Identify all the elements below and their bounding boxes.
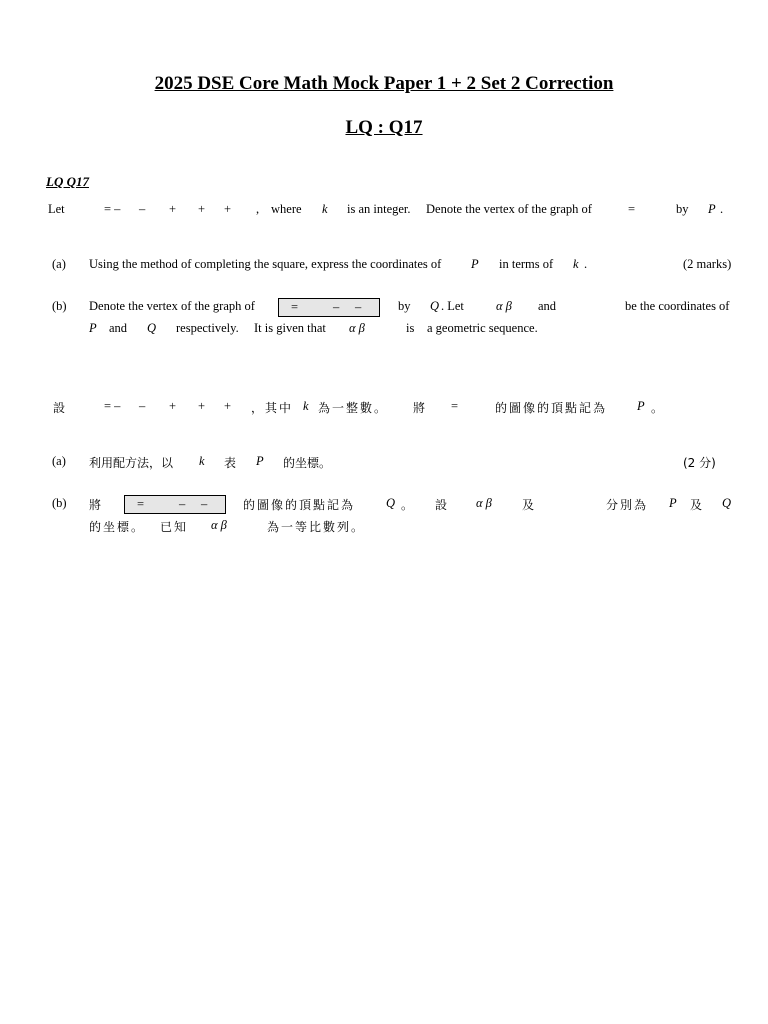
zh-P: P [637,399,645,413]
zh-qizhong: ，其中 [251,401,294,415]
en-b-given: It is given that [254,321,326,335]
zh-b-equation-box [124,495,226,514]
en-eq-part: + [224,202,232,216]
en-b-Q2: Q [147,321,157,335]
en-b-alpha-beta2: α β [349,321,365,335]
zh-b-box-part: – [201,497,208,511]
zh-a-text: 利用配方法，以 [89,456,174,470]
zh-eq-part: + [198,399,206,413]
en-a-label: (a) [52,257,66,271]
zh-wei: 為一整數。 [318,401,389,415]
zh-b-ji2: 及 [690,498,705,512]
zh-b-alpha-beta: α β [476,496,492,510]
zh-eq-part: + [169,399,177,413]
en-is-integer: is an integer. [347,202,411,216]
en-b-Q: Q [430,299,440,313]
en-b-by: by [398,299,411,313]
en-b-box-part: – [333,300,340,314]
en-eq-part: = – [104,202,121,216]
en-b-let: . Let [441,299,464,313]
zh-eq-part: + [224,399,232,413]
en-b-is: is [406,321,415,335]
en-comma: , [256,202,260,216]
zh-b-ji: 及 [522,498,537,512]
zh-b-jiang: 將 [89,498,104,512]
zh-b-alpha-beta2: α β [211,518,227,532]
en-a-P: P [471,257,479,271]
zh-a-marks: (2 分) [683,456,716,470]
en-b-and2: and [109,321,128,335]
zh-she: 設 [53,401,68,415]
en-b-label: (b) [52,299,67,313]
zh-jiang: 將 [413,401,428,415]
en-b-respectively: respectively. [176,321,239,335]
zh-a-k: k [199,454,205,468]
en-b-box-part: – [355,300,362,314]
en-eq-part: + [198,202,206,216]
zh-b-box-part: = [137,497,145,511]
zh-b-coord: 的坐標。 [89,520,146,534]
question-label: LQ Q17 [46,174,89,189]
zh-eq2: = [451,399,459,413]
zh-b-P: P [669,496,677,510]
en-b-box-part: = [291,300,299,314]
en-by: by [676,202,689,216]
zh-vertex: 的圖像的頂點記為 [495,401,608,415]
zh-b-box-part: – [179,497,186,511]
zh-end: 。 [651,401,666,415]
en-where: where [271,202,302,216]
zh-b-end1: 。 [401,498,416,512]
zh-b-geo: 為一等比數列。 [267,520,366,534]
en-a-in-terms: in terms of [499,257,554,271]
en-P: P [708,202,716,216]
en-b-geo: a geometric sequence. [427,321,538,335]
en-eq2: = [628,202,636,216]
zh-b-she: 設 [435,498,450,512]
en-b-equation-box [278,298,380,317]
zh-b-Q2: Q [722,496,732,510]
zh-b-vertex: 的圖像的頂點記為 [243,498,356,512]
zh-eq-part: = – [104,399,121,413]
zh-b-fenbie: 分別為 [606,498,649,512]
en-b-and: and [538,299,557,313]
zh-b-Q: Q [386,496,396,510]
en-denote: Denote the vertex of the graph of [426,202,592,216]
page-title: 2025 DSE Core Math Mock Paper 1 + 2 Set 2 Correction [154,73,614,94]
zh-a-coord: 的坐標。 [283,456,332,470]
zh-eq-part: – [139,399,146,413]
en-eq-part: – [139,202,146,216]
en-a-period: . [584,257,588,271]
en-b-P: P [89,321,97,335]
page-subtitle: LQ : Q17 [345,117,423,138]
zh-a-label: (a) [52,454,66,468]
zh-k: k [303,399,309,413]
en-period: . [720,202,724,216]
zh-a-biao: 表 [224,456,239,470]
en-b-be-coords: be the coordinates of [625,299,730,313]
zh-b-label: (b) [52,496,67,510]
en-b-alpha-beta: α β [496,299,512,313]
zh-a-P: P [256,454,264,468]
en-let: Let [48,202,65,216]
en-k: k [322,202,328,216]
en-eq-part: + [169,202,177,216]
zh-b-yizhi: 已知 [160,520,189,534]
en-a-text: Using the method of completing the square, express the coordinates of [89,257,442,271]
en-a-marks: (2 marks) [683,257,732,271]
en-a-k: k [573,257,579,271]
en-b-text1: Denote the vertex of the graph of [89,299,255,313]
